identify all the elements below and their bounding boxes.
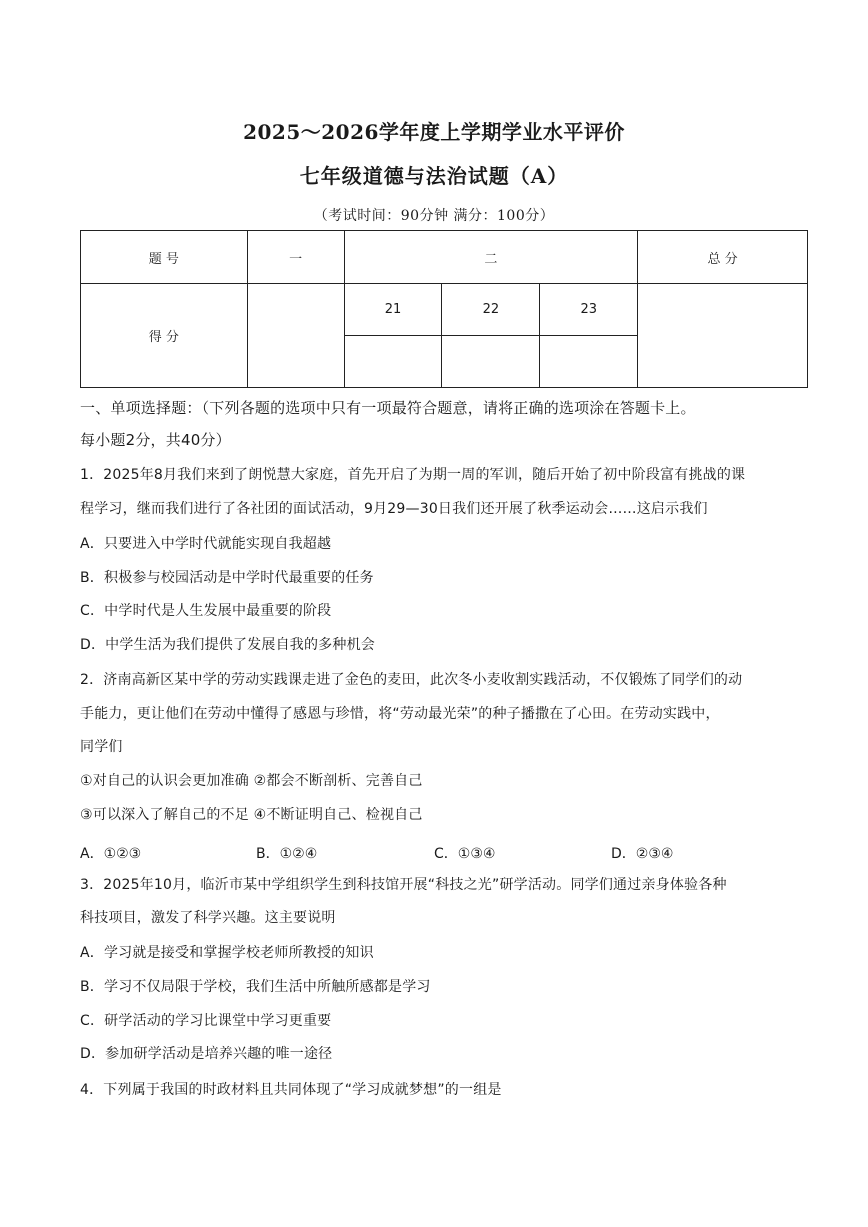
score-cell-23[interactable] xyxy=(540,336,638,388)
q1-option-b: B．积极参与校园活动是中学时代最重要的任务 xyxy=(80,570,374,586)
score-table-sub-23: 23 xyxy=(540,284,638,336)
q2-option-b: B．①②④ xyxy=(256,846,318,862)
score-cell-22[interactable] xyxy=(442,336,540,388)
section1-heading-line1: 一、单项选择题：（下列各题的选项中只有一项最符合题意，请将正确的选项涂在答题卡上。 xyxy=(80,399,696,417)
exam-title: 2025～2026学年度上学期学业水平评价 xyxy=(243,120,625,144)
score-cell-21[interactable] xyxy=(344,336,442,388)
exam-subject-title: 七年级道德与法治试题（A） xyxy=(299,164,569,188)
q2-stem-line1: 2．济南高新区某中学的劳动实践课走进了金色的麦田，此次冬小麦收割实践活动，不仅锻炼了同学们的动 xyxy=(80,672,743,688)
section1-heading-line2: 每小题2分，共40分） xyxy=(80,431,231,449)
q4-stem-line1: 4．下列属于我国的时政材料且共同体现了“学习成就梦想”的一组是 xyxy=(80,1082,502,1098)
q2-stem-line3: 同学们 xyxy=(80,739,123,755)
score-table-sub-22: 22 xyxy=(442,284,540,336)
q1-option-d: D．中学生活为我们提供了发展自我的多种机会 xyxy=(80,637,375,653)
q2-statements-1: ①对自己的认识会更加准确 ②都会不断剖析、完善自己 xyxy=(80,773,423,789)
q1-option-c: C．中学时代是人生发展中最重要的阶段 xyxy=(80,603,332,619)
score-table-header-label: 题 号 xyxy=(81,231,248,284)
q3-option-c: C．研学活动的学习比课堂中学习更重要 xyxy=(80,1013,332,1029)
q1-option-a: A．只要进入中学时代就能实现自我超越 xyxy=(80,536,332,552)
q3-stem-line1: 3．2025年10月，临沂市某中学组织学生到科技馆开展“科技之光”研学活动。同学们通过亲身体验各种 xyxy=(80,877,727,893)
q3-option-b: B．学习不仅局限于学校，我们生活中所触所感都是学习 xyxy=(80,979,431,995)
q2-statements-2: ③可以深入了解自己的不足 ④不断证明自己、检视自己 xyxy=(80,807,423,823)
score-cell-part1[interactable] xyxy=(247,284,344,388)
score-table-header-total: 总 分 xyxy=(638,231,808,284)
q1-stem-line1: 1．2025年8月我们来到了朗悦慧大家庭，首先开启了为期一周的军训，随后开始了初中阶段富有挑战的课 xyxy=(80,467,746,483)
score-table-header-part2: 二 xyxy=(344,231,638,284)
q2-option-d: D．②③④ xyxy=(611,846,674,862)
score-table-row-label: 得 分 xyxy=(81,284,248,388)
score-table xyxy=(80,230,808,388)
q3-option-a: A．学习就是接受和掌握学校老师所教授的知识 xyxy=(80,945,374,961)
score-table-sub-21: 21 xyxy=(344,284,442,336)
q3-stem-line2: 科技项目，激发了科学兴趣。这主要说明 xyxy=(80,910,336,926)
exam-info: （考试时间：90分钟 满分：100分） xyxy=(313,208,555,224)
q3-option-d: D．参加研学活动是培养兴趣的唯一途径 xyxy=(80,1046,333,1062)
score-table-header-part1: 一 xyxy=(247,231,344,284)
q2-stem-line2: 手能力，更让他们在劳动中懂得了感恩与珍惜，将“劳动最光荣”的种子播撒在了心田。在劳动实践中， xyxy=(80,706,720,722)
score-cell-total[interactable] xyxy=(638,284,808,388)
q1-stem-line2: 程学习，继而我们进行了各社团的面试活动，9月29—30日我们还开展了秋季运动会……这启示我们 xyxy=(80,501,708,517)
q2-option-a: A．①②③ xyxy=(80,846,142,862)
q2-option-c: C．①③④ xyxy=(434,846,496,862)
